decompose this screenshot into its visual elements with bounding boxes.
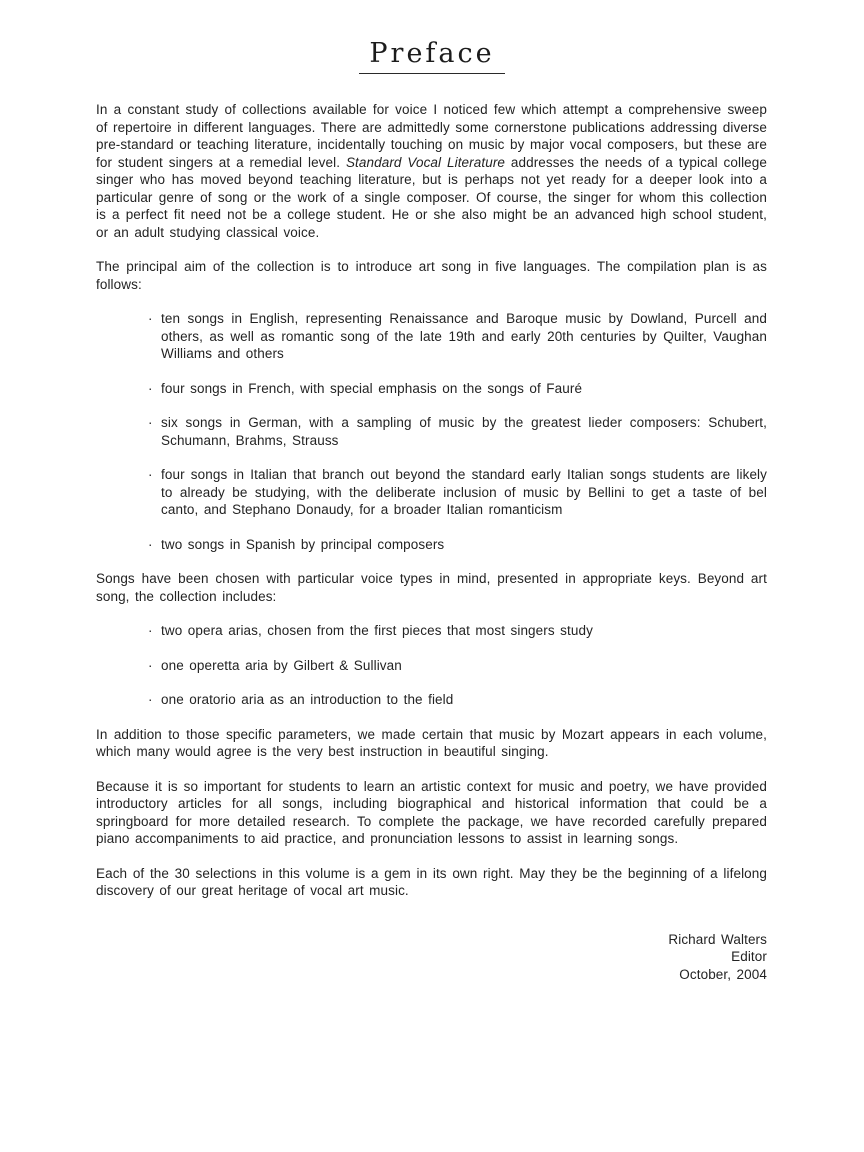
bullet-icon: · (148, 536, 153, 552)
list-item-text: one operetta aria by Gilbert & Sullivan (161, 657, 402, 673)
list-item-german (148, 414, 767, 449)
list-item-text: six songs in German, with a sampling of music by the greatest lieder composers: Schubert, Schumann, Brahms, Strauss (161, 415, 767, 448)
preface-body (96, 101, 767, 983)
bullet-icon: · (148, 467, 153, 482)
list-item-text: two opera arias, chosen from the first pieces that most singers study (161, 623, 593, 638)
list-item-text: ten songs in English, representing Renaissance and Baroque music by Dowland, Purcell and others, as well as romantic song of the late 19th and early 20th centuries by Quilter, Vaughan Williams and others (161, 311, 767, 361)
paragraph-voice-types: Songs have been chosen with particular voice types in mind, presented in appropriate keys. Beyond art song, the collection includes: (96, 571, 767, 604)
title-wrap (0, 0, 864, 74)
list-item-english (148, 310, 767, 363)
page-title: Preface (359, 38, 504, 74)
bullet-list-languages (96, 310, 767, 553)
bullet-icon: · (148, 380, 153, 396)
list-item-text: two songs in Spanish by principal composers (161, 536, 445, 552)
bullet-icon: · (148, 692, 153, 707)
bullet-icon: · (148, 623, 153, 638)
list-item-text: four songs in Italian that branch out beyond the standard early Italian songs students are likely to already be studying, with the deliberate inclusion of music by Bellini to get a taste of bel canto, and Stephano Donaudy, for a broader Italian romanticism (161, 467, 767, 517)
list-item-french (148, 380, 767, 398)
book-title-italic: Standard Vocal Literature (345, 154, 506, 170)
list-item-opera (148, 622, 767, 640)
bullet-list-extras (96, 622, 767, 709)
paragraph-mozart: In addition to those specific parameters, we made certain that music by Mozart appears in each volume, which many would agree is the very best instruction in beautiful singing. (96, 726, 767, 759)
bullet-icon: · (148, 311, 153, 326)
list-item-operetta (148, 657, 767, 675)
signature-name: Richard Walters (668, 931, 767, 947)
paragraph-closing: Each of the 30 selections in this volume is a gem in its own right. May they be the beginning of a lifelong discovery of our great heritage of vocal art music. (96, 865, 767, 898)
list-item-oratorio (148, 691, 767, 709)
list-item-italian (148, 466, 767, 519)
paragraph-intro-part1: In a constant study of collections available for voice I noticed few which attempt a comprehensive sweep of repertoire in different languages. There are admittedly some cornerstone publications addressing diverse pre-standard or teaching literature, incidentally touching on music by major vocal composers, but these are for student singers at a remedial level. (96, 102, 767, 170)
signature-block (96, 931, 767, 984)
paragraph-intro-part2: addresses the needs of a typical college singer who has moved beyond teaching literature, but is perhaps not yet ready for a deeper look into a particular genre of song or the work of a single composer. Of course, the singer for whom this collection is a perfect fit need not be a college student. He or she also might be an advanced high school student, or an adult studying classical voice. (96, 154, 768, 240)
list-item-text: four songs in French, with special emphasis on the songs of Fauré (161, 380, 583, 396)
paragraph-principal-aim: The principal aim of the collection is to introduce art song in five languages. The compilation plan is as follows: (96, 259, 767, 292)
signature-role: Editor (731, 949, 767, 964)
bullet-icon: · (148, 657, 153, 673)
signature-date: October, 2004 (679, 966, 767, 982)
bullet-icon: · (148, 415, 153, 430)
list-item-text: one oratorio aria as an introduction to the field (161, 692, 454, 707)
paragraph-intro (96, 101, 767, 241)
list-item-spanish (148, 536, 767, 554)
paragraph-context: Because it is so important for students to learn an artistic context for music and poetry, we have provided introductory articles for all songs, including biographical and historical information that could be a springboard for more detailed research. To complete the package, we have recorded carefully prepared piano accompaniments to aid practice, and pronunciation lessons to assist in learning songs. (96, 778, 767, 846)
